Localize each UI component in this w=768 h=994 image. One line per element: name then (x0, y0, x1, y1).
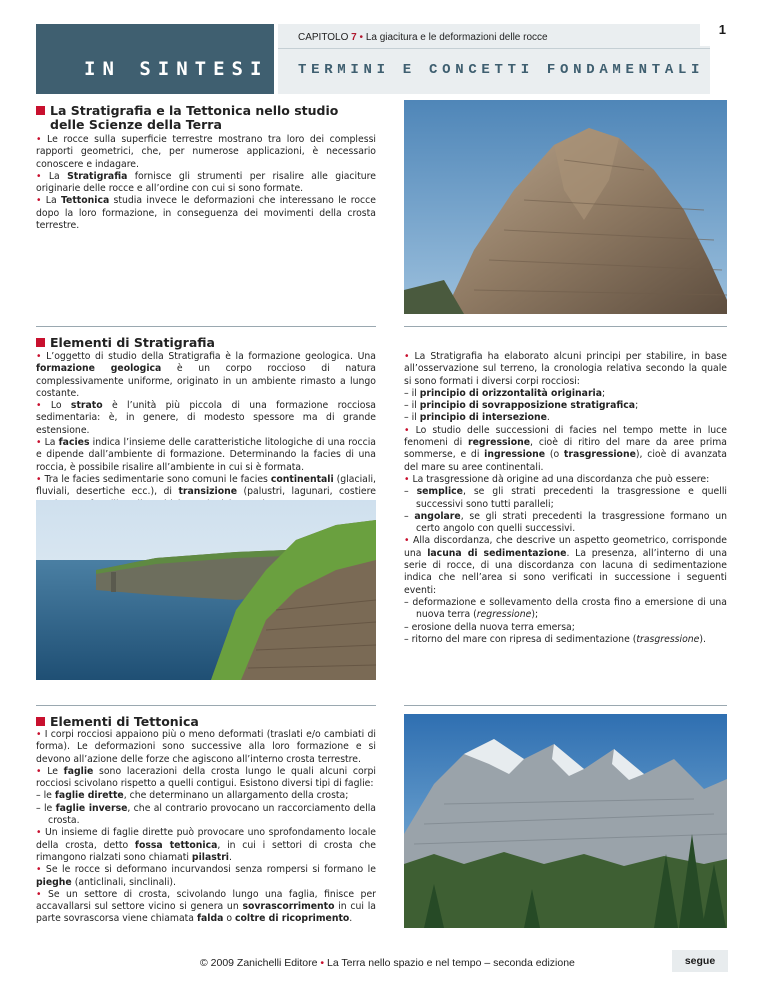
sea-cliffs-photo (36, 500, 376, 680)
mountain-range-photo (404, 714, 727, 928)
section-title-tettonica: Elementi di Tettonica (36, 715, 199, 729)
chapter-title: La giacitura e le deformazioni delle rocce (365, 32, 548, 43)
footer-credit: © 2009 Zanichelli Editore • La Terra nello spazio e nel tempo – seconda edizione (200, 957, 575, 969)
red-square-icon (36, 717, 45, 726)
section-title-stratigrafia: Elementi di Stratigrafia (36, 336, 215, 350)
page-number: 1 (700, 22, 726, 46)
section-divider-left-2 (36, 705, 376, 706)
segue-button[interactable]: segue (672, 950, 728, 972)
header-rule (278, 48, 710, 49)
section-divider-right (404, 326, 727, 327)
in-sintesi-title: IN SINTESI (84, 58, 269, 80)
red-square-icon (36, 338, 45, 347)
in-sintesi-banner (36, 24, 274, 94)
mountain-peak-photo (404, 100, 727, 314)
bullet-dot: • (359, 32, 364, 43)
section-divider-right-2 (404, 705, 727, 706)
header-band (278, 24, 710, 94)
chapter-number: 7 (351, 32, 357, 43)
section1-text: • Le rocce sulla superficie terrestre mostrano tra loro dei complessi rapporti geometrici, che, per numerose applicazioni, è necessario conoscere e indagare. • La Stratigrafia fornisce gli strumenti per risalire alle giaciture originarie delle rocce e all’ordine con cui si sono formate. • La Tettonica studia invece le deformazioni che interessano le rocce dopo la loro formazione, in conseguenza dei movimenti della crosta terrestre. (36, 134, 376, 232)
bullet-dot: • (320, 957, 327, 969)
section2-text-left: • L’oggetto di studio della Stratigrafia è la formazione geologica. Una formazione geologica è un corpo roccioso di natura complessivamente uniforme, originato in un ambiente rimasto a lungo costante. • Lo strato è l’unità più piccola di una formazione rocciosa sedimentaria: è, in genere, di modesto spessore ma di grande estensione. • La facies indica l’insieme delle caratteristiche litologiche di una roccia e dipende dall’ambiente di formazione. Determinando la facies di una roccia, è possibile risalire all’ambiente in cui si è formata. • Tra le facies sedimentarie sono comuni le facies continentali (glaciali, fluviali, desertiche ecc.), di transizione (palustri, lagunari, costiere (36, 351, 376, 498)
chapter-label (298, 32, 548, 43)
red-square-icon (36, 106, 45, 115)
section-title-stratigrafia-tettonica: La Stratigrafia e la Tettonica nello studio delle Scienze della Terra (36, 104, 338, 132)
section3-text: • I corpi rocciosi appaiono più o meno deformati (traslati e/o cambiati di forma). Le deformazioni sono successive alla loro formazione e si devono all’azione delle forze che agiscono all’interno crosta terrestre. • Le faglie sono lacerazioni della crosta lungo le quali alcuni corpi rocciosi scivolano rispetto a quelli contigui. Esistono diversi tipi di faglie: – le faglie dirette, che determinano un allargamento della crosta; – le faglie inverse, che al contrario provocano un raccorciamento della crosta. • Un insieme di faglie dirette può provocare uno sprofondamento locale della crosta, detto fossa tettonica, in cui i settori di crosta che rimangono rialzati sono chiamati pilastri. • Se le rocce si deformano incurvandosi senza rompersi si formano le pieghe (anticlinali, sinclinali). • Se un settore di crosta, scivolando lungo una faglia, finisce per accavallarsi sul settore vicino si genera un sovrascorrimento in cui la parte sovrascorsa viene chiamata falda o coltre di ricoprimento. (36, 729, 377, 925)
section2-text-right: • La Stratigrafia ha elaborato alcuni principi per stabilire, in base all’osservazione sul terreno, la cronologia relativa secondo la quale si sono formati i diversi corpi rocciosi: – il principio di orizzontalità originaria; – il principio di sovrapposizione stratigrafica; – il principio di intersezione. • Lo studio delle successioni di facies nel tempo mette in luce fenomeni di regressione, cioè di ritiro del mare da aree prima sommerse, e di ingressione (o trasgressione), cioè di avanzata del mare su aree continentali. • La trasgressione dà origine ad una discordanza che può essere: – semplice, se gli strati precedenti la trasgressione e quelli successivi sono tutti paralleli; – angolare, se gli strati precedenti la trasgressione formano un certo angolo con quelli successivi. • Alla discordanza, che descrive un aspetto geometrico, corrisponde una lacuna di sedimentazione. La presenza, all’interno di una serie di rocce, di una discordanza con lacuna di sedimentazione indica che nell’area si sono verificati in successione i seguenti eventi: – deformazione e sollevamento della crosta fino a emersione di una nuova terra (regressione); – erosione della nuova terra emersa; – ritorno del mare con ripresa di sedimentazione (trasgressione). (404, 351, 728, 645)
terms-heading: TERMINI E CONCETTI FONDAMENTALI (298, 62, 705, 78)
section-divider-left (36, 326, 376, 327)
chapter-prefix: CAPITOLO (298, 32, 349, 43)
